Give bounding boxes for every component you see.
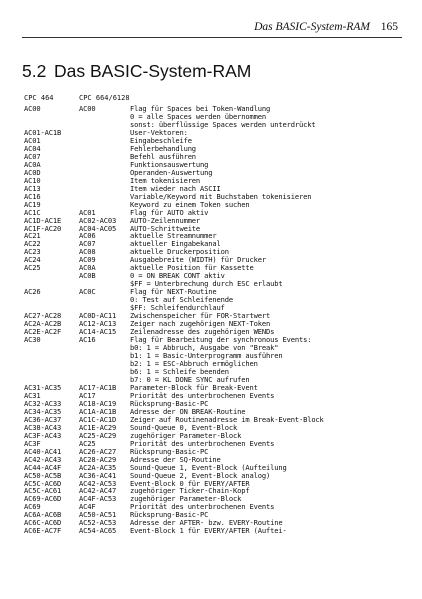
address-6128: AC28-AC29 xyxy=(79,454,117,464)
address-6128: AC00 xyxy=(79,103,96,113)
description: b7: 0 = KL DONE SYNC aufrufen xyxy=(130,374,250,384)
address-6128: AC06 xyxy=(79,231,96,241)
description: Befehl ausführen xyxy=(130,151,196,161)
address-6128: AC02-AC03 xyxy=(79,215,117,225)
description: aktuelle Streamnummer xyxy=(130,231,217,241)
address-464: AC16 xyxy=(24,191,41,201)
address-464: AC1F-AC20 xyxy=(24,223,62,233)
address-464: AC19 xyxy=(24,199,41,209)
description: Flag für Bearbeitung der synchronous Events: xyxy=(130,335,312,345)
address-6128: AC18-AC19 xyxy=(79,398,117,408)
description: Event-Block 1 für EVERY/AFTER (Auftei- xyxy=(130,526,287,536)
address-464: AC1D-AC1E xyxy=(24,215,62,225)
address-464: AC3F xyxy=(24,438,41,448)
address-6128: AC1A-AC1B xyxy=(79,406,117,416)
description: Zeiger nach zugehörigen NEXT-Token xyxy=(130,319,271,329)
address-6128: AC0B xyxy=(79,271,96,281)
description: Priorität des unterbrochenen Events xyxy=(130,438,275,448)
address-464: AC10 xyxy=(24,175,41,185)
description: Priorität des unterbrochenen Events xyxy=(130,502,275,512)
description: b0: 1 = Abbruch, Ausgabe von "Break" xyxy=(130,343,279,353)
description: Ausgabebreite (WIDTH) für Drucker xyxy=(130,255,266,265)
description: Funktionsauswertung xyxy=(130,159,209,169)
table-row xyxy=(24,161,419,169)
address-6128: AC17 xyxy=(79,390,96,400)
description: Sound-Queue 1, Event-Block (Aufteilung xyxy=(130,462,287,472)
address-464: AC0D xyxy=(24,167,41,177)
table-row xyxy=(24,527,419,535)
address-464: AC04 xyxy=(24,143,41,153)
address-464: AC50-AC5B xyxy=(24,470,62,480)
section-title: Das BASIC-System-RAM xyxy=(54,61,252,81)
header-rule xyxy=(22,37,402,38)
address-6128: AC0D-AC11 xyxy=(79,311,117,321)
address-6128: AC0C xyxy=(79,287,96,297)
description: Event-Block 0 für EVERY/AFTER xyxy=(130,478,250,488)
page-number: 165 xyxy=(380,21,398,33)
address-464: AC2A-AC2B xyxy=(24,319,62,329)
address-464: AC21 xyxy=(24,231,41,241)
address-464: AC23 xyxy=(24,247,41,257)
description: Zwischenspeicher für FOR-Startwert xyxy=(130,311,271,321)
description: Item tokenisieren xyxy=(130,175,201,185)
address-6128: AC08 xyxy=(79,247,96,257)
address-464: AC3F-AC43 xyxy=(24,430,62,440)
description: Zeiger auf Routinenadresse im Break-Event-Block xyxy=(130,414,324,424)
description: 0 = ON BREAK CONT aktiv xyxy=(130,271,225,281)
description: AUTO-Schrittweite xyxy=(130,223,201,233)
description: b6: 1 = Schleife beenden xyxy=(130,366,229,376)
address-464: AC44-AC4F xyxy=(24,462,62,472)
description: 0 = alle Spaces werden übernommen xyxy=(130,111,266,121)
table-row xyxy=(24,145,419,153)
description: Priorität des unterbrochenen Events xyxy=(130,390,275,400)
description: aktueller Eingabekanal xyxy=(130,239,221,249)
description: Variable/Keyword mit Buchstaben tokenisieren xyxy=(130,191,312,201)
description: Adresse der SQ-Routine xyxy=(130,454,221,464)
address-6128: AC54-AC65 xyxy=(79,526,117,536)
table-row xyxy=(24,153,419,161)
address-6128: AC42-AC53 xyxy=(79,478,117,488)
address-464: AC26 xyxy=(24,287,41,297)
address-6128: AC25-AC29 xyxy=(79,430,117,440)
address-6128: AC16 xyxy=(79,335,96,345)
address-464: AC5C-AC6D xyxy=(24,478,62,488)
address-464: AC69 xyxy=(24,502,41,512)
description: Zeilenadresse des zugehörigen WENDs xyxy=(130,327,275,337)
address-6128: AC17-AC1B xyxy=(79,382,117,392)
address-464: AC69-AC6D xyxy=(24,494,62,504)
address-464: AC22 xyxy=(24,239,41,249)
description: zugehöriger Parameter-Block xyxy=(130,430,242,440)
description: Flag für Spaces bei Token-Wandlung xyxy=(130,103,271,113)
address-464: AC24 xyxy=(24,255,41,265)
table-row xyxy=(24,137,419,145)
description: sonst: überflüssige Spaces werden unterdrückt xyxy=(130,119,316,129)
address-464: AC2E-AC2F xyxy=(24,327,62,337)
description: aktuelle Position für Kassette xyxy=(130,263,254,273)
description: Parameter-Block für Break-Event xyxy=(130,382,258,392)
description: zugehöriger Parameter-Block xyxy=(130,494,242,504)
address-464: AC6C-AC6D xyxy=(24,518,62,528)
address-6128: AC01 xyxy=(79,207,96,217)
address-464: AC13 xyxy=(24,183,41,193)
description: 0: Test auf Schleifenende xyxy=(130,295,234,305)
column-header-cpc6128: CPC 664/6128 xyxy=(79,94,130,102)
description: User-Vektoren: xyxy=(130,127,188,137)
address-6128: AC2A-AC35 xyxy=(79,462,117,472)
description: Rücksprung-Basic-PC xyxy=(130,510,209,520)
address-464: AC1C xyxy=(24,207,41,217)
description: Sound-Queue 2, Event-Block analog) xyxy=(130,470,271,480)
description: b1: 1 = Basic-Unterprogramm ausführen xyxy=(130,351,283,360)
description: b2: 1 = ESC-Abbruch ermöglichen xyxy=(130,358,258,368)
address-464: AC34-AC35 xyxy=(24,406,62,416)
address-464: AC38-AC43 xyxy=(24,422,62,432)
section-heading xyxy=(22,60,251,82)
description: Adresse der AFTER- bzw. EVERY-Routine xyxy=(130,518,283,528)
address-6128: AC36-AC41 xyxy=(79,470,117,480)
address-464: AC25 xyxy=(24,263,41,273)
description: $FF: Schleifendurchlauf xyxy=(130,303,225,313)
running-head-title: Das BASIC-System-RAM xyxy=(254,21,370,33)
address-6128: AC4F xyxy=(79,502,96,512)
address-6128: AC1E-AC29 xyxy=(79,422,117,432)
description: Operanden-Auswertung xyxy=(130,167,213,177)
address-6128: AC14-AC15 xyxy=(79,327,117,337)
description: Eingabeschleife xyxy=(130,135,192,145)
address-464: AC30 xyxy=(24,335,41,345)
table-row xyxy=(24,121,419,129)
address-464: AC27-AC28 xyxy=(24,311,62,321)
table-row xyxy=(24,169,419,177)
address-464: AC32-AC33 xyxy=(24,398,62,408)
address-6128: AC50-AC51 xyxy=(79,510,117,520)
address-6128: AC04-AC05 xyxy=(79,223,117,233)
address-6128: AC0A xyxy=(79,263,96,273)
description: Sound-Queue 0, Event-Block xyxy=(130,422,238,432)
address-464: AC31 xyxy=(24,390,41,400)
address-464: AC42-AC43 xyxy=(24,454,62,464)
address-6128: AC4F-AC53 xyxy=(79,494,117,504)
description: Flag für AUTO aktiv xyxy=(130,207,209,217)
description: aktuelle Druckerposition xyxy=(130,247,229,257)
description: Keyword zu einem Token suchen xyxy=(130,199,250,209)
address-6128: AC07 xyxy=(79,239,96,249)
table-row xyxy=(24,177,419,185)
address-464: AC6A-AC6B xyxy=(24,510,62,520)
description: AUTO-Zeilennummer xyxy=(130,215,201,225)
address-464: AC01 xyxy=(24,135,41,145)
address-464: AC40-AC41 xyxy=(24,446,62,456)
description: Fehlerbehandlung xyxy=(130,143,196,153)
address-6128: AC09 xyxy=(79,255,96,265)
description: zugehöriger Ticker-Chain-Kopf xyxy=(130,486,250,496)
description: Rücksprung-Basic-PC xyxy=(130,446,209,456)
address-464: AC0A xyxy=(24,159,41,169)
address-464: AC07 xyxy=(24,151,41,161)
description: Item wieder nach ASCII xyxy=(130,183,221,193)
address-464: AC6E-AC7F xyxy=(24,526,62,536)
table-row xyxy=(24,129,419,137)
address-6128: AC26-AC27 xyxy=(79,446,117,456)
description: Flag für NEXT-Routine xyxy=(130,287,217,297)
address-464: AC00 xyxy=(24,103,41,113)
column-header-cpc464: CPC 464 xyxy=(24,94,54,102)
address-464: AC36-AC37 xyxy=(24,414,62,424)
running-head xyxy=(0,19,400,35)
address-464: AC5C-AC61 xyxy=(24,486,62,496)
address-464: AC31-AC35 xyxy=(24,382,62,392)
section-number: 5.2 xyxy=(22,61,47,81)
description: $FF = Unterbrechung durch ESC erlaubt xyxy=(130,279,283,289)
address-6128: AC12-AC13 xyxy=(79,319,117,329)
address-6128: AC1C-AC1D xyxy=(79,414,117,424)
address-table xyxy=(24,97,419,535)
description: Adresse der ON BREAK-Routine xyxy=(130,406,246,416)
address-6128: AC25 xyxy=(79,438,96,448)
address-6128: AC42-AC47 xyxy=(79,486,117,496)
address-464: AC01-AC1B xyxy=(24,127,62,137)
address-6128: AC52-AC53 xyxy=(79,518,117,528)
description: Rücksprung-Basic-PC xyxy=(130,398,209,408)
